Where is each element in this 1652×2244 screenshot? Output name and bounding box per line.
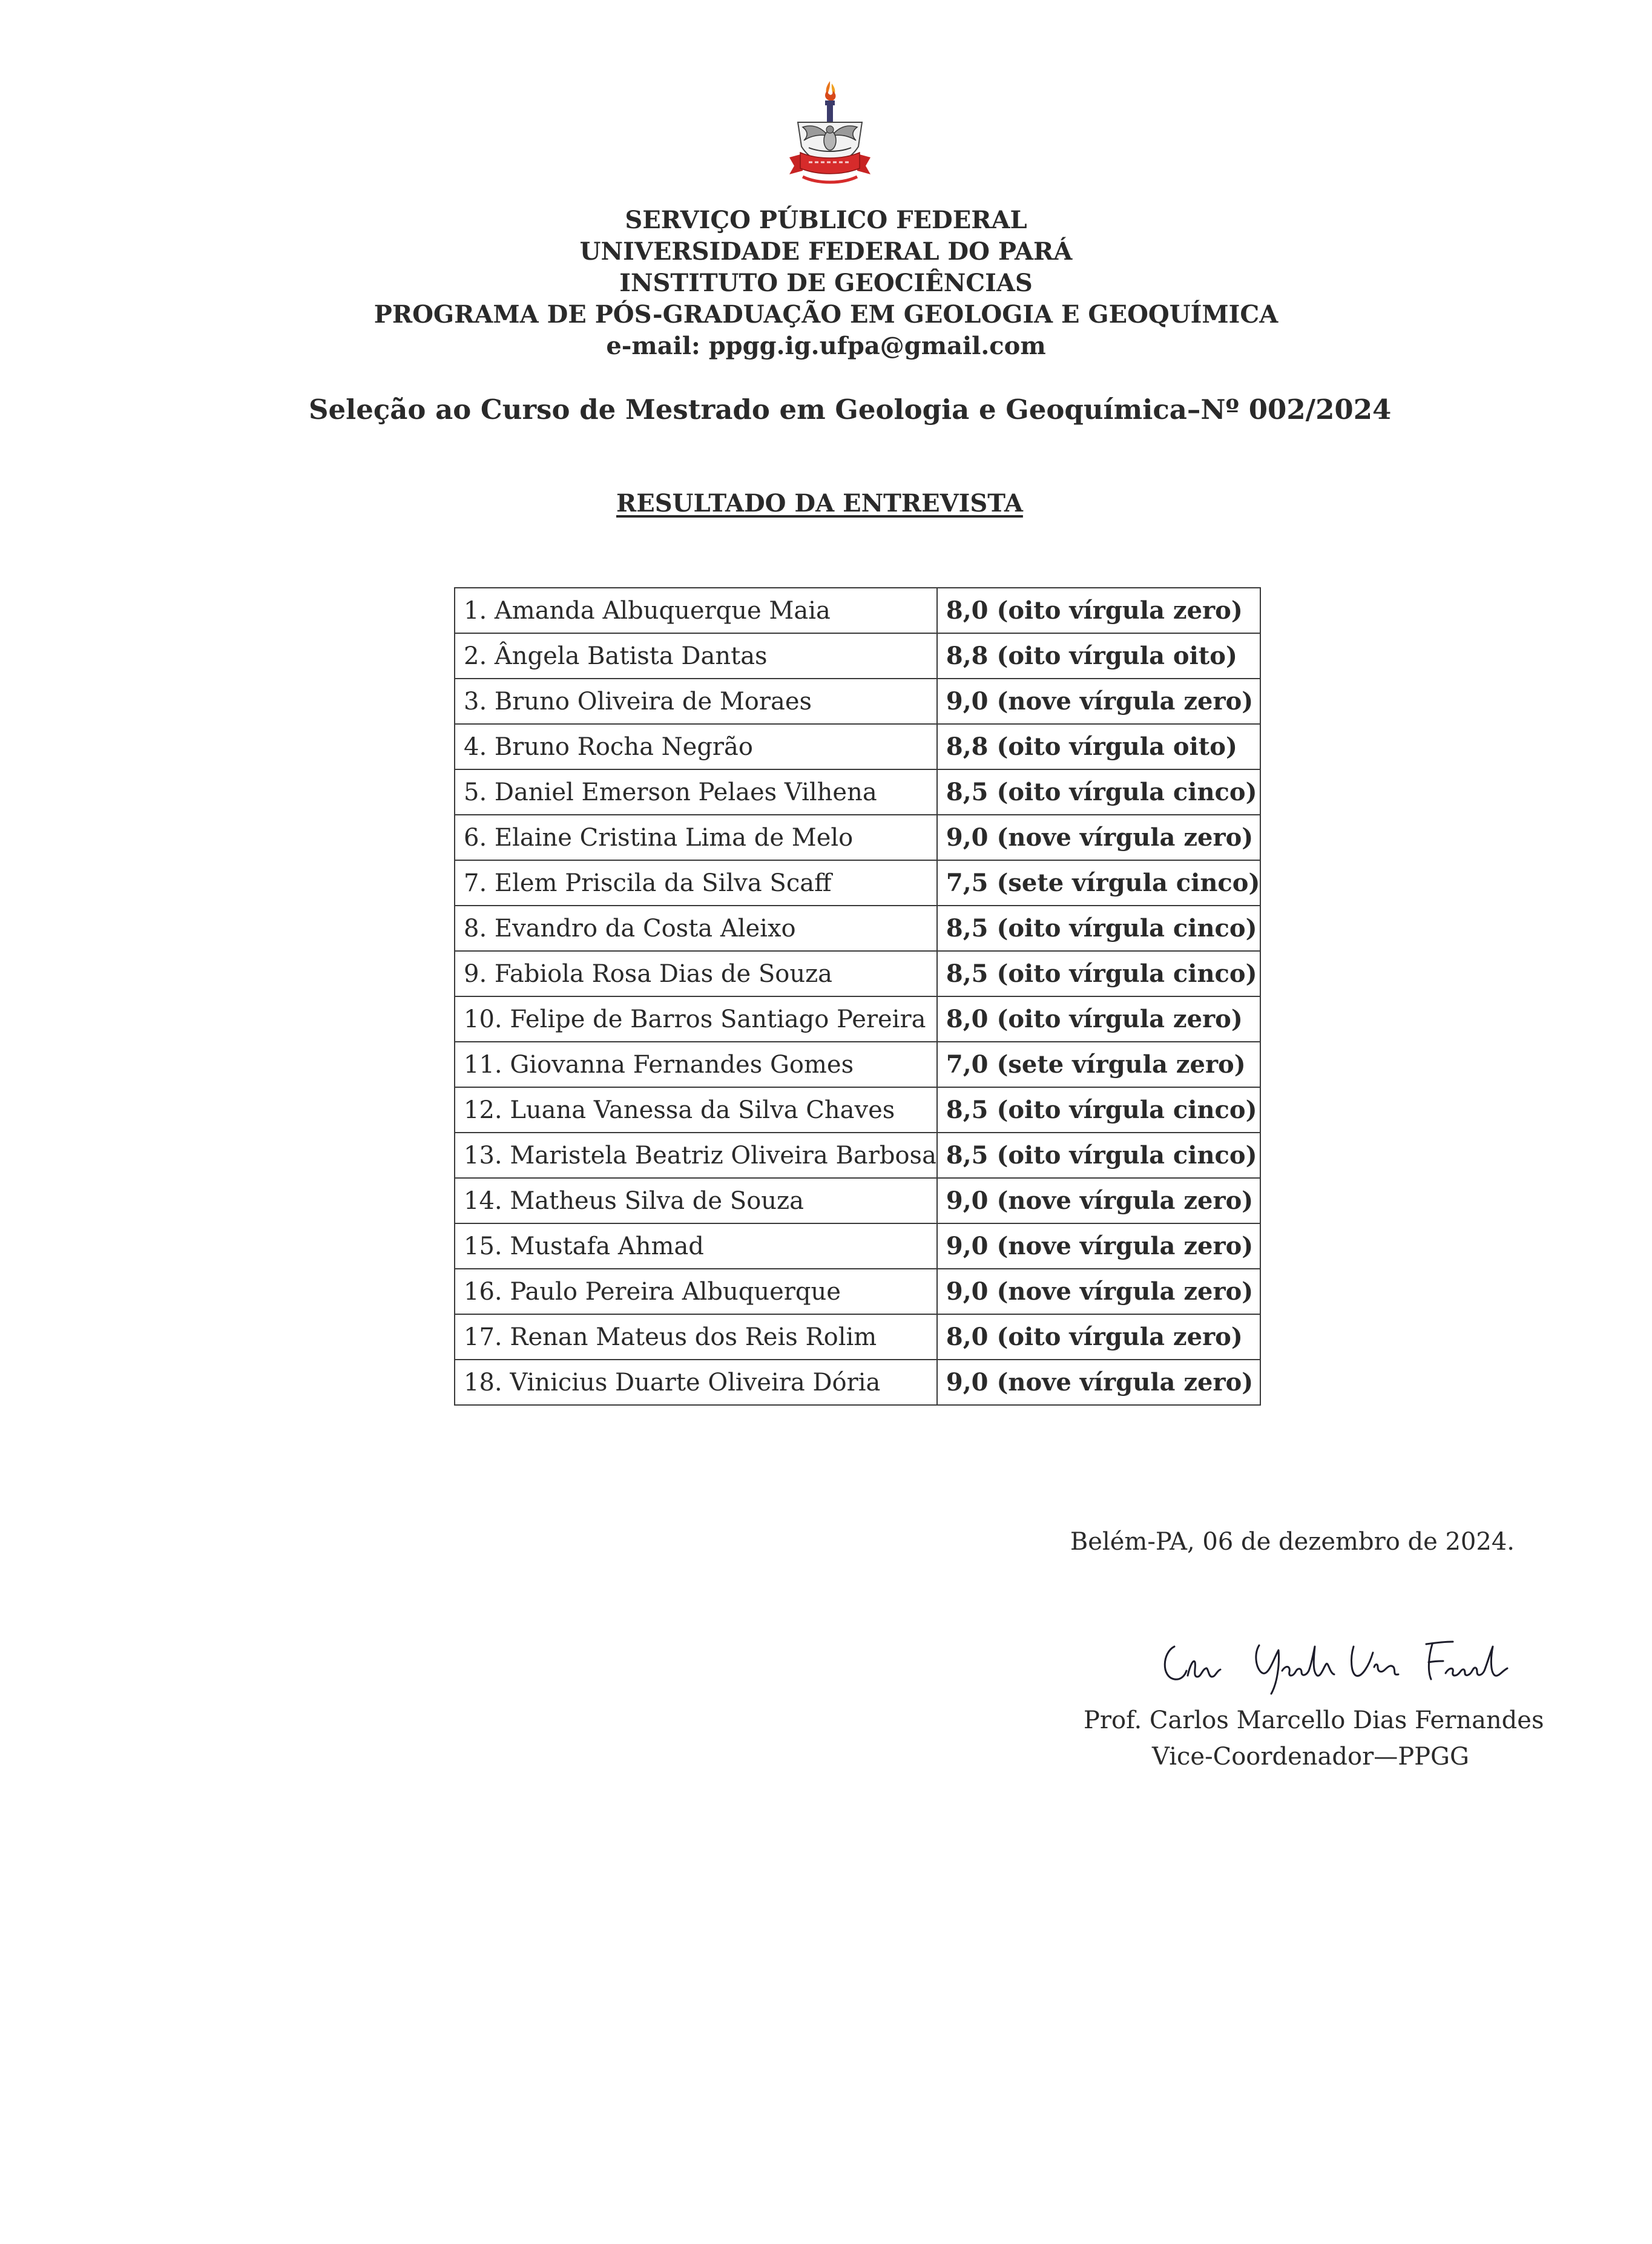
candidate-name: 4. Bruno Rocha Negrão bbox=[455, 724, 937, 769]
table-row bbox=[455, 815, 1260, 860]
header-email: e-mail: ppgg.ig.ufpa@gmail.com bbox=[606, 332, 1046, 360]
candidate-name: 3. Bruno Oliveira de Moraes bbox=[455, 679, 937, 724]
candidate-grade: 8,8 (oito vírgula oito) bbox=[937, 724, 1260, 769]
table-row bbox=[455, 860, 1260, 906]
candidate-name: 17. Renan Mateus dos Reis Rolim bbox=[455, 1314, 937, 1360]
candidate-name: 11. Giovanna Fernandes Gomes bbox=[455, 1042, 937, 1087]
candidate-grade: 9,0 (nove vírgula zero) bbox=[937, 1223, 1260, 1269]
candidate-grade: 8,5 (oito vírgula cinco) bbox=[937, 906, 1260, 951]
candidate-grade: 8,0 (oito vírgula zero) bbox=[937, 996, 1260, 1042]
candidate-grade: 8,8 (oito vírgula oito) bbox=[937, 633, 1260, 679]
table-row bbox=[455, 633, 1260, 679]
results-table bbox=[454, 587, 1261, 1406]
table-row bbox=[455, 1269, 1260, 1314]
candidate-grade: 8,5 (oito vírgula cinco) bbox=[937, 1133, 1260, 1178]
candidate-name: 9. Fabiola Rosa Dias de Souza bbox=[455, 951, 937, 996]
table-row bbox=[455, 1087, 1260, 1133]
selection-title: Seleção ao Curso de Mestrado em Geologia e Geoquímica–Nº 002/2024 bbox=[309, 393, 1392, 426]
table-row bbox=[455, 679, 1260, 724]
candidate-name: 18. Vinicius Duarte Oliveira Dória bbox=[455, 1360, 937, 1405]
candidate-name: 5. Daniel Emerson Pelaes Vilhena bbox=[455, 769, 937, 815]
candidate-name: 13. Maristela Beatriz Oliveira Barbosa bbox=[455, 1133, 937, 1178]
candidate-grade: 8,5 (oito vírgula cinco) bbox=[937, 1087, 1260, 1133]
candidate-name: 14. Matheus Silva de Souza bbox=[455, 1178, 937, 1223]
candidate-name: 8. Evandro da Costa Aleixo bbox=[455, 906, 937, 951]
candidate-name: 12. Luana Vanessa da Silva Chaves bbox=[455, 1087, 937, 1133]
candidate-grade: 8,5 (oito vírgula cinco) bbox=[937, 951, 1260, 996]
candidate-grade: 7,5 (sete vírgula cinco) bbox=[937, 860, 1260, 906]
signer-name: Prof. Carlos Marcello Dias Fernandes bbox=[1084, 1706, 1544, 1734]
signer-block bbox=[1084, 1702, 1544, 1775]
table-row bbox=[455, 1223, 1260, 1269]
candidate-name: 15. Mustafa Ahmad bbox=[455, 1223, 937, 1269]
table-row bbox=[455, 724, 1260, 769]
candidate-grade: 8,0 (oito vírgula zero) bbox=[937, 588, 1260, 633]
candidate-grade: 9,0 (nove vírgula zero) bbox=[937, 679, 1260, 724]
candidate-grade: 9,0 (nove vírgula zero) bbox=[937, 1269, 1260, 1314]
table-row bbox=[455, 588, 1260, 633]
header-line-3: INSTITUTO DE GEOCIÊNCIAS bbox=[619, 269, 1033, 297]
signer-role: Vice-Coordenador—PPGG bbox=[1152, 1743, 1469, 1771]
header-line-2: UNIVERSIDADE FEDERAL DO PARÁ bbox=[579, 237, 1073, 266]
handwritten-signature-icon bbox=[1150, 1628, 1513, 1695]
table-row bbox=[455, 1042, 1260, 1087]
candidate-name: 2. Ângela Batista Dantas bbox=[455, 633, 937, 679]
candidate-name: 16. Paulo Pereira Albuquerque bbox=[455, 1269, 937, 1314]
candidate-grade: 7,0 (sete vírgula zero) bbox=[937, 1042, 1260, 1087]
header-line-1: SERVIÇO PÚBLICO FEDERAL bbox=[625, 206, 1027, 234]
candidate-name: 6. Elaine Cristina Lima de Melo bbox=[455, 815, 937, 860]
table-row bbox=[455, 906, 1260, 951]
table-row bbox=[455, 1314, 1260, 1360]
table-row bbox=[455, 1360, 1260, 1405]
table-row bbox=[455, 1133, 1260, 1178]
table-row bbox=[455, 1178, 1260, 1223]
ufpa-coat-of-arms-icon bbox=[785, 80, 875, 195]
table-row bbox=[455, 996, 1260, 1042]
candidate-grade: 9,0 (nove vírgula zero) bbox=[937, 1178, 1260, 1223]
candidate-grade: 8,5 (oito vírgula cinco) bbox=[937, 769, 1260, 815]
candidate-name: 7. Elem Priscila da Silva Scaff bbox=[455, 860, 937, 906]
candidate-grade: 8,0 (oito vírgula zero) bbox=[937, 1314, 1260, 1360]
candidate-name: 1. Amanda Albuquerque Maia bbox=[455, 588, 937, 633]
candidate-grade: 9,0 (nove vírgula zero) bbox=[937, 1360, 1260, 1405]
table-row bbox=[455, 769, 1260, 815]
header-line-4: PROGRAMA DE PÓS-GRADUAÇÃO EM GEOLOGIA E GEOQUÍMICA bbox=[374, 300, 1278, 329]
institution-header bbox=[0, 205, 1652, 362]
candidate-grade: 9,0 (nove vírgula zero) bbox=[937, 815, 1260, 860]
candidate-name: 10. Felipe de Barros Santiago Pereira bbox=[455, 996, 937, 1042]
date-place-line: Belém-PA, 06 de dezembro de 2024. bbox=[1070, 1528, 1515, 1556]
table-row bbox=[455, 951, 1260, 996]
result-title: RESULTADO DA ENTREVISTA bbox=[616, 489, 1023, 518]
